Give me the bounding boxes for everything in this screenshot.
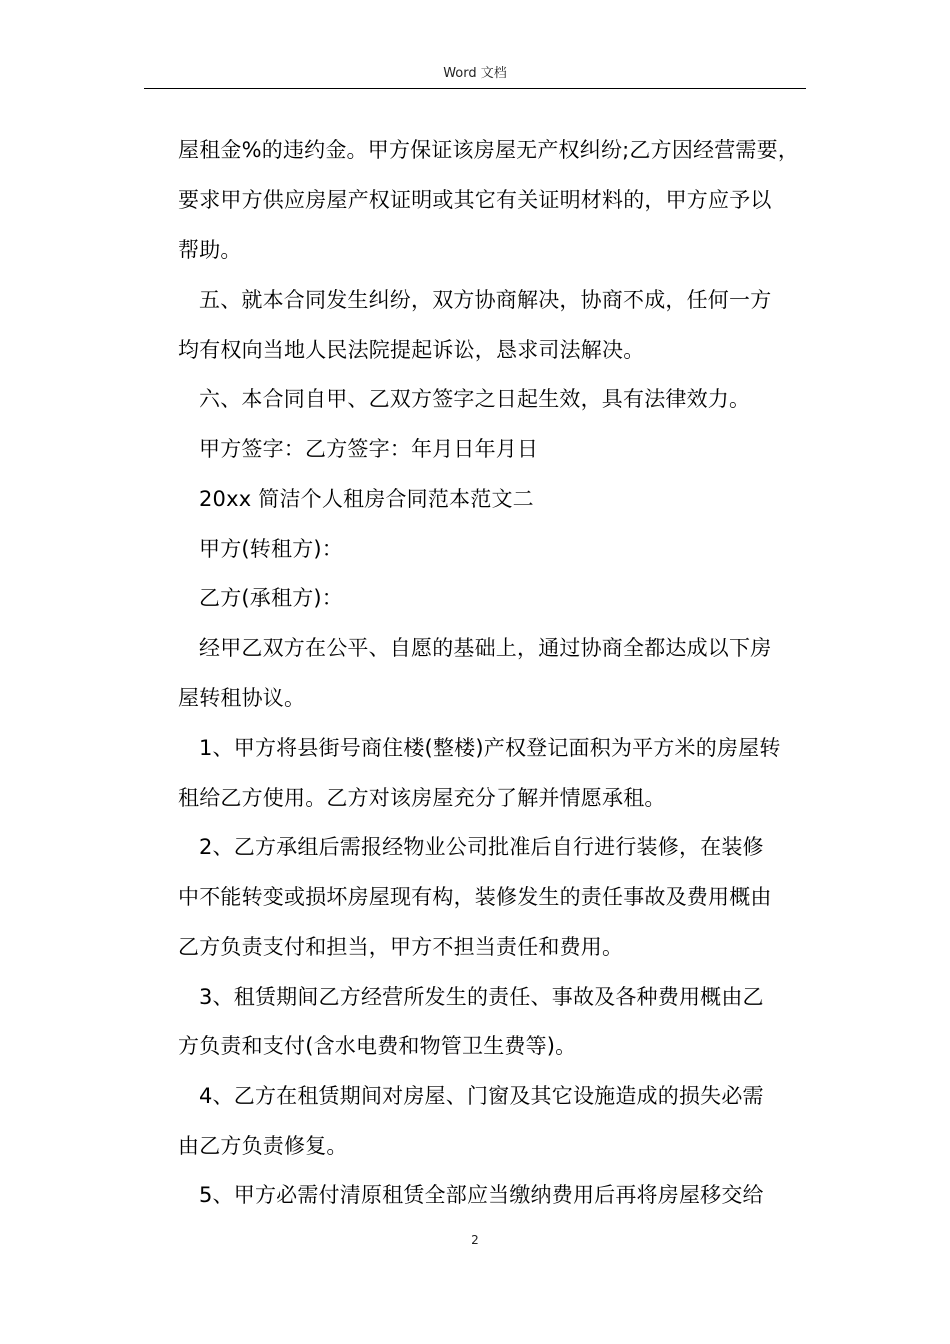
body-line: 中不能转变或损坏房屋现有构，装修发生的责任事故及费用概由: [178, 885, 772, 909]
body-line: 要求甲方供应房屋产权证明或其它有关证明材料的，甲方应予以: [178, 188, 772, 212]
body-line: 帮助。: [178, 238, 242, 262]
body-line: 方负责和支付(含水电费和物管卫生费等)。: [178, 1034, 577, 1058]
body-line: 乙方负责支付和担当，甲方不担当责任和费用。: [178, 935, 624, 959]
body-line: 4、乙方在租赁期间对房屋、门窗及其它设施造成的损失必需: [199, 1084, 764, 1108]
body-line: 均有权向当地人民法院提起诉讼，恳求司法解决。: [178, 338, 645, 362]
body-line: 五、就本合同发生纠纷，双方协商解决，协商不成，任何一方: [199, 288, 772, 312]
header-divider: [144, 88, 806, 89]
body-line: 租给乙方使用。乙方对该房屋充分了解并情愿承租。: [178, 786, 666, 810]
body-line: 3、租赁期间乙方经营所发生的责任、事故及各种费用概由乙: [199, 985, 764, 1009]
body-line: 甲方签字：乙方签字：年月日年月日: [199, 437, 539, 461]
body-line: 乙方(承租方)：: [199, 586, 343, 610]
body-line: 屋租金%的违约金。甲方保证该房屋无产权纠纷;乙方因经营需要，: [178, 138, 800, 162]
body-line: 屋转租协议。: [178, 686, 306, 710]
section-heading: 20xx 简洁个人租房合同范本范文二: [199, 487, 534, 511]
body-line: 甲方(转租方)：: [199, 537, 343, 561]
body-line: 2、乙方承组后需报经物业公司批准后自行进行装修，在装修: [199, 835, 764, 859]
body-line: 1、甲方将县街号商住楼(整楼)产权登记面积为平方米的房屋转: [199, 736, 781, 760]
body-line: 5、甲方必需付清原租赁全部应当缴纳费用后再将房屋移交给: [199, 1183, 764, 1207]
page-number: 2: [471, 1233, 479, 1247]
body-line: 六、本合同自甲、乙双方签字之日起生效，具有法律效力。: [199, 387, 751, 411]
page-header-title: Word 文档: [443, 66, 507, 81]
body-line: 经甲乙双方在公平、自愿的基础上，通过协商全都达成以下房: [199, 636, 772, 660]
body-line: 由乙方负责修复。: [178, 1134, 348, 1158]
